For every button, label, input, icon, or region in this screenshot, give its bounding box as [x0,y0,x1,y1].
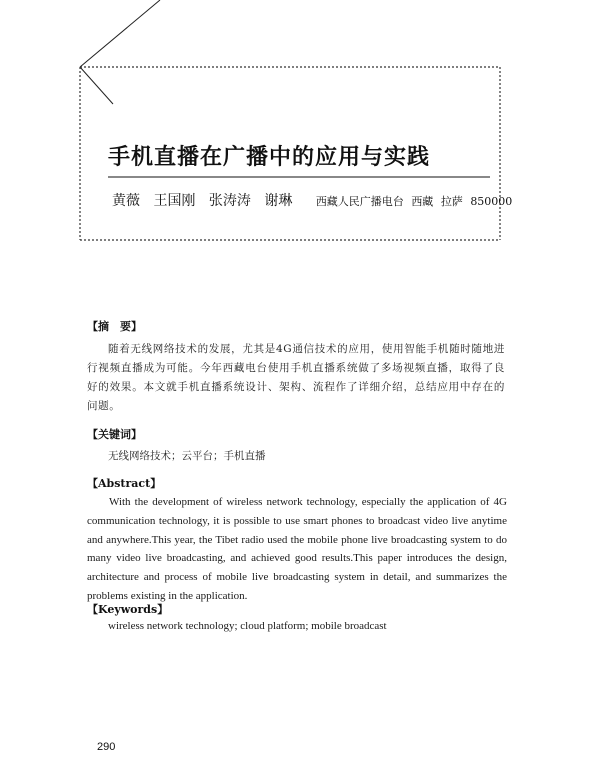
author-name: 张涛涛 [208,193,251,209]
author-name: 王国刚 [153,193,196,209]
author-name: 谢琳 [264,193,293,209]
abstract-cn-heading: 【摘 要】 [87,320,142,333]
keywords-cn-heading: 【关键词】 [87,428,142,441]
affiliation-city: 拉萨 [440,195,463,208]
diagonal-line-bottom [80,67,113,104]
abstract-en-heading: 【Abstract】 [87,477,162,490]
affiliation-region: 西藏 [411,195,434,208]
diagonal-line-top [80,0,160,67]
byline [112,190,516,210]
keywords-cn-text: 无线网络技术；云平台；手机直播 [108,450,266,462]
affiliation-postcode: 850000 [470,195,513,208]
author-list [112,193,306,209]
page-number: 290 [97,741,116,753]
affiliation-org: 西藏人民广播电台 [315,195,404,208]
abstract-en-text: With the development of wireless network technology, especially the application of 4G communication technology, it is possible to use smart phones to broadcast video live anytime and anywhere.This year, the Tibet radio used the mobile phone live broadcasting system to do many video live broadcasting, and achieved good results.This paper introduces the design, architecture and process of mobile live broadcasting system in detail, and summarizes the problems existing in the application. [87,496,507,602]
paper-title: 手机直播在广播中的应用与实践 [108,145,431,170]
abstract-cn-text: 随着无线网络技术的发展，尤其是4G通信技术的应用，使用智能手机随时随地进行视频直播成为可能。今年西藏电台使用手机直播系统做了多场视频直播，取得了良好的效果。本文就手机直播系统设计、架构、流程作了详细介绍，总结应用中存在的问题。 [87,343,505,412]
keywords-en-heading: 【Keywords】 [87,603,169,616]
keywords-en-text: wireless network technology; cloud platform; mobile broadcast [108,620,387,632]
affiliation [316,195,517,208]
author-name: 黄薇 [112,193,140,209]
